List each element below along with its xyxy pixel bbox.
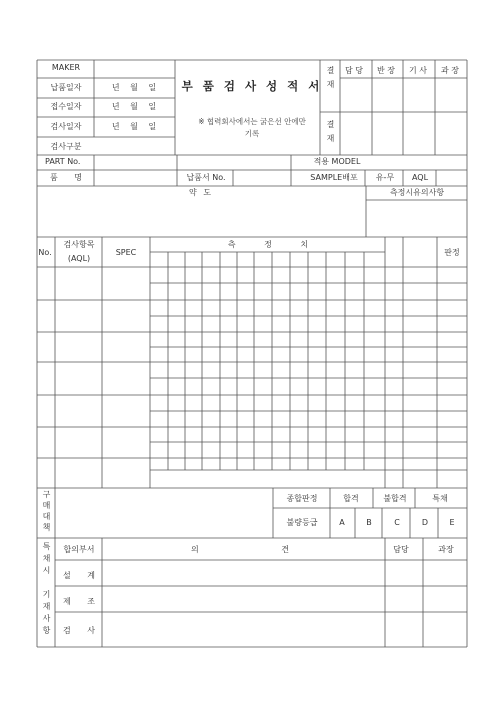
opinion-label: 의 견 (191, 545, 289, 554)
approval-foreman: 반 장 (377, 66, 395, 75)
delivery-date-label: 납품일자 (50, 83, 82, 92)
receipt-date-value: 년 월 일 (111, 102, 157, 111)
special-adoption-side-bottom: 기재사항 (42, 590, 51, 638)
part-name-label: 품 명 (50, 173, 82, 182)
measure-header: 측 정 치 (227, 240, 309, 249)
sample-label: SAMPLE배포 (310, 173, 358, 182)
form-note-line2: 기록 (244, 129, 260, 138)
spec-header: SPEC (115, 248, 137, 257)
item-header: 검사항목 (63, 240, 95, 249)
dept-inspection: 검 사 (63, 626, 95, 635)
special-note-label: 측정시유의사항 (389, 188, 445, 197)
delivery-no-label: 납품서 No. (186, 173, 226, 182)
agreement-dept-label: 합의부서 (63, 545, 95, 554)
grade-b: B (366, 518, 372, 527)
yumu-label: 유-무 (375, 173, 395, 182)
overall-judgement-label: 종합판정 (286, 494, 318, 503)
no-header: No. (38, 248, 52, 257)
delivery-date-value: 년 월 일 (111, 83, 157, 92)
form-title: 부 품 검 사 성 적 서 (181, 79, 323, 93)
aql-label: AQL (411, 173, 429, 182)
chief-label: 과장 (438, 545, 454, 554)
purchase-measure-label: 구매대책 (42, 490, 51, 534)
dept-design: 설 계 (63, 571, 95, 580)
sketch-label: 약 도 (189, 188, 211, 197)
grade-d: D (421, 518, 429, 527)
approval-staff: 담 당 (345, 66, 363, 75)
judge-header: 판정 (444, 248, 460, 257)
approval-label-top: 결재 (326, 66, 335, 94)
grade-a: A (339, 518, 345, 527)
item-sub-header: (AQL) (67, 254, 91, 263)
approval-engineer: 기 사 (409, 66, 427, 75)
grade-c: C (394, 518, 400, 527)
defect-grade-label: 불량등급 (286, 518, 318, 527)
model-label: 적용 MODEL (313, 157, 361, 166)
form-grid-lines (37, 60, 467, 647)
special-adoption-side-top: 특채시 (42, 542, 51, 578)
part-no-label: PART No. (45, 157, 81, 166)
manager-label: 담당 (393, 545, 409, 554)
special-label: 특채 (432, 494, 448, 503)
approval-label-bottom: 결재 (326, 120, 335, 148)
maker-label: MAKER (51, 63, 81, 72)
grade-e: E (449, 518, 455, 527)
approval-manager: 과 장 (441, 66, 459, 75)
form-note-line1: ※ 협력회사에서는 굵은선 안에만 (198, 117, 306, 126)
inspection-date-value: 년 월 일 (111, 122, 157, 131)
inspection-type-label: 검사구분 (50, 142, 82, 151)
inspection-date-label: 검사일자 (50, 122, 82, 131)
receipt-date-label: 접수일자 (50, 102, 82, 111)
fail-label: 불합격 (383, 494, 407, 503)
pass-label: 합격 (343, 494, 359, 503)
dept-manufacturing: 제 조 (63, 597, 95, 606)
